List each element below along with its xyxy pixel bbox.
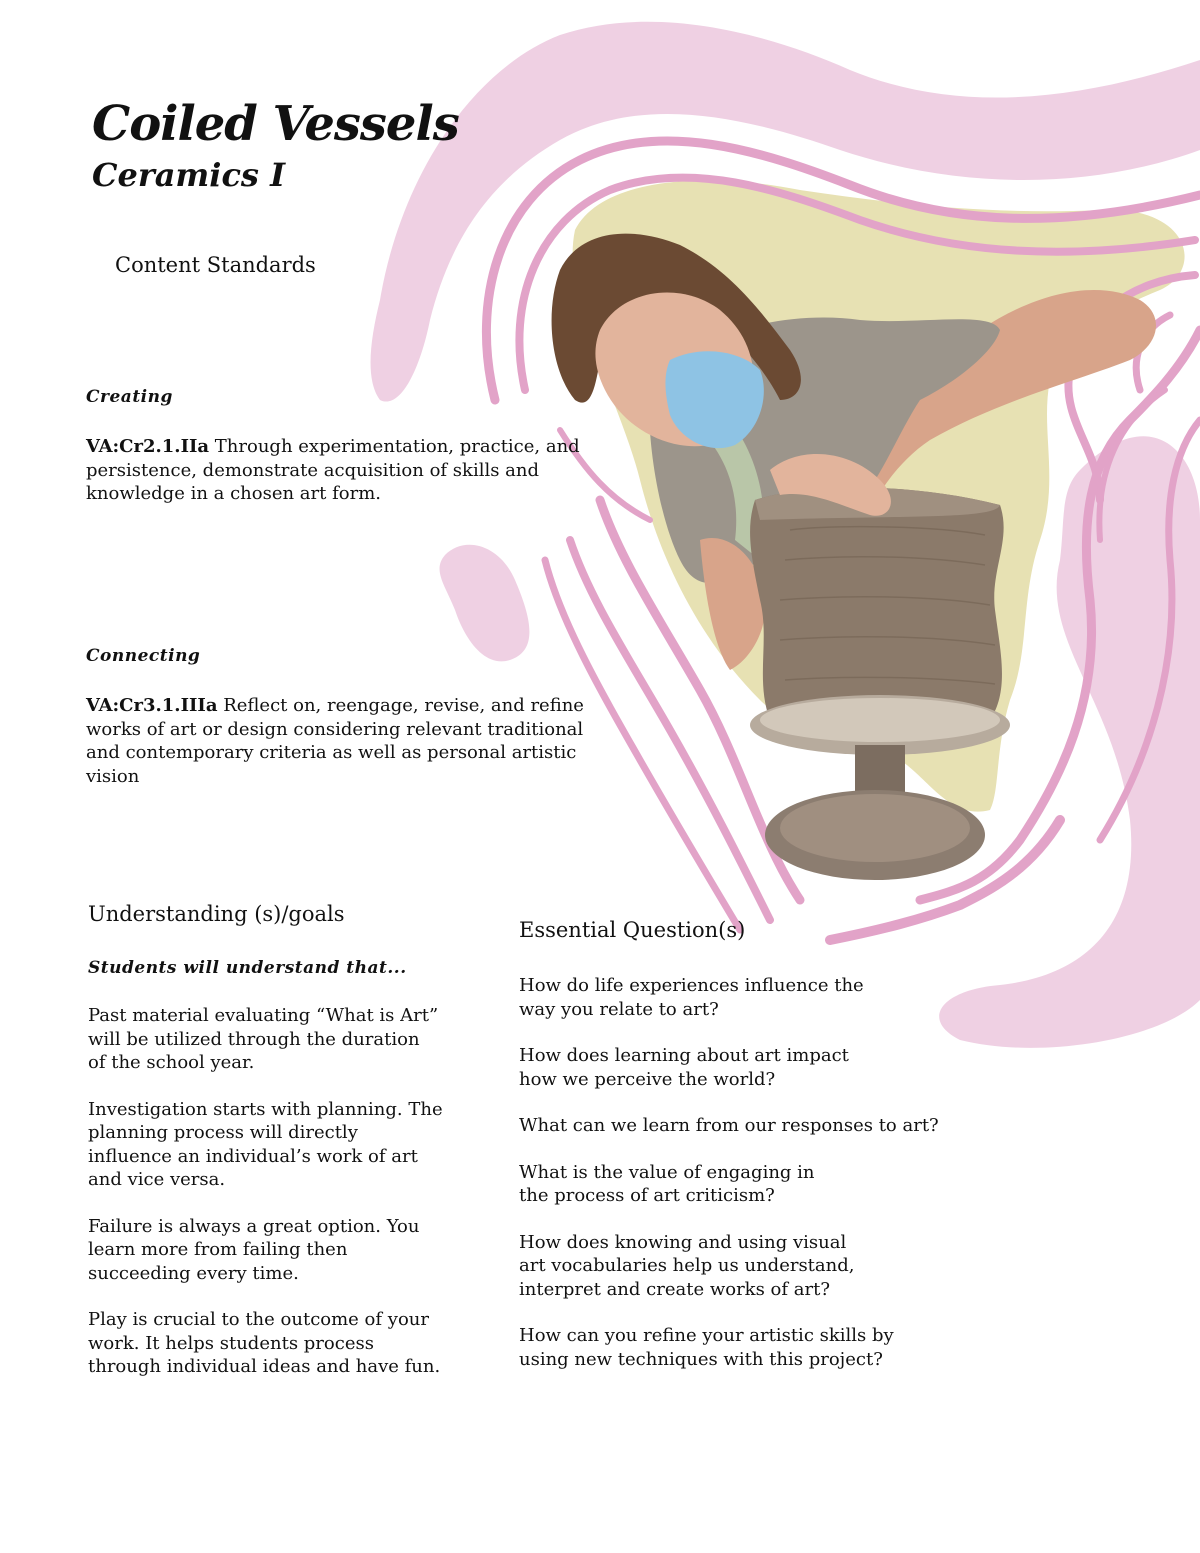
essential-question-item: How can you refine your artistic skills by using new techniques with this project? (519, 1325, 894, 1370)
page-title: Coiled Vessels (92, 96, 459, 152)
essential-question-item: What can we learn from our responses to art? (519, 1115, 939, 1136)
understandings-intro: Students will understand that... (88, 958, 407, 978)
creating-standard (86, 435, 606, 506)
content-standards-heading: Content Standards (115, 253, 316, 277)
connecting-standard-text: Reflect on, reengage, revise, and refine works of art or design considering relevant traditional and contemporary criteria as well as personal artistic vision (86, 695, 584, 787)
essential-question-item: How do life experiences influence the way you relate to art? (519, 975, 864, 1020)
creating-label: Creating (86, 387, 173, 407)
understandings-heading: Understanding (s)/goals (88, 902, 345, 926)
creating-standard-code: VA:Cr2.1.IIa (86, 436, 210, 457)
understandings-list (88, 1004, 508, 1402)
essential-question-item: What is the value of engaging in the process of art criticism? (519, 1161, 815, 1206)
page-subtitle: Ceramics I (92, 156, 286, 194)
connecting-standard (86, 694, 586, 788)
understanding-item: Investigation starts with planning. The planning process will directly influence an individual’s work of art and vice versa. (88, 1098, 443, 1190)
essential-question-item: How does knowing and using visual art vocabularies help us understand, interpret and create works of art? (519, 1231, 855, 1300)
understanding-item: Failure is always a great option. You learn more from failing then succeeding every time. (88, 1215, 420, 1284)
essential-questions-heading: Essential Question(s) (519, 918, 746, 942)
understanding-item: Past material evaluating “What is Art” will be utilized through the duration of the school year. (88, 1005, 439, 1073)
creating-standard-text: Through experimentation, practice, and persistence, demonstrate acquisition of skills and knowledge in a chosen art form. (86, 436, 580, 504)
connecting-standard-code: VA:Cr3.1.IIIa (86, 695, 218, 716)
essential-questions-list (519, 974, 999, 1394)
essential-question-item: How does learning about art impact how we perceive the world? (519, 1045, 849, 1090)
connecting-label: Connecting (86, 646, 201, 666)
understanding-item: Play is crucial to the outcome of your work. It helps students process through individual ideas and have fun. (88, 1309, 441, 1377)
pink-pill-blob (440, 545, 530, 662)
